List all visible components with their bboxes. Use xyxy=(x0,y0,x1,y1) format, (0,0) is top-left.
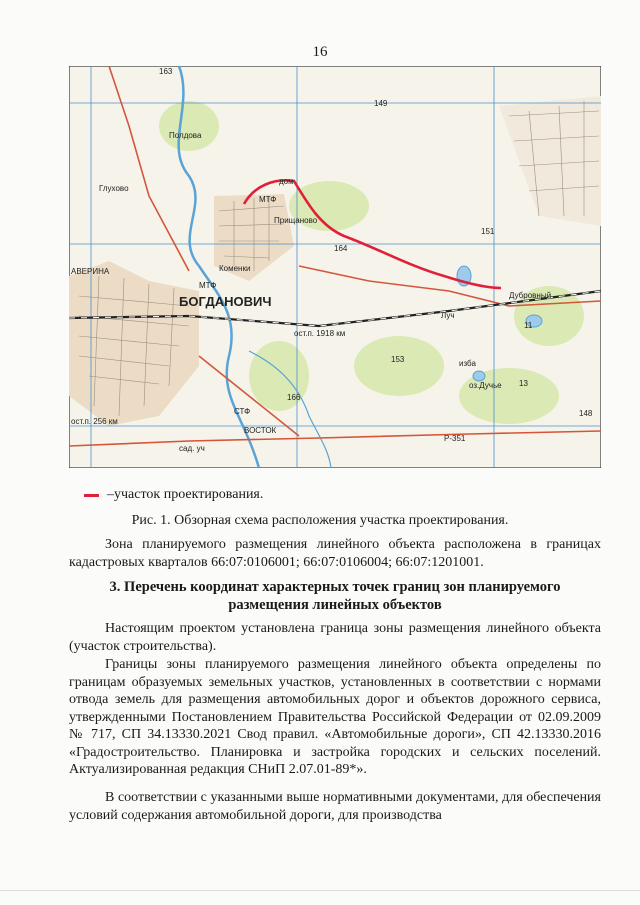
label-hill-148: 148 xyxy=(579,409,593,418)
label-dom: дом xyxy=(279,177,294,186)
label-grid-13: 13 xyxy=(519,379,528,388)
label-hill-149: 149 xyxy=(374,99,388,108)
label-komenki: Коменки xyxy=(219,264,251,273)
overview-map xyxy=(69,66,601,468)
label-hill-166: 166 xyxy=(287,393,301,402)
label-prishchanovo: Прищаново xyxy=(274,216,318,225)
legend-text: –участок проектирования. xyxy=(107,487,264,502)
label-izba: изба xyxy=(459,359,476,368)
label-station-1918: ост.п. 1918 км xyxy=(294,329,346,338)
label-road-r351: Р-351 xyxy=(444,434,466,443)
label-hill-153: 153 xyxy=(391,355,405,364)
pond xyxy=(473,371,485,381)
section-heading: 3. Перечень координат характерных точек границ зон планируемого размещения линейных объектов xyxy=(109,579,561,613)
label-bogdanovich: БОГДАНОВИЧ xyxy=(179,294,272,309)
label-hill-164: 164 xyxy=(334,244,348,253)
paragraph-1: Настоящим проектом установлена граница зоны размещения линейного объекта (участок строительства). xyxy=(69,621,601,654)
label-lake: оз.Дучье xyxy=(469,381,502,390)
label-hill-163: 163 xyxy=(159,67,173,76)
label-mtf-1: МТФ xyxy=(259,195,277,204)
label-sad-uch: сад. уч xyxy=(179,444,205,453)
zone-paragraph: Зона планируемого размещения линейного объекта расположена в границах кадастровых кварталов 66:07:0106001; 66:07:0106004; 66:07:1201001. xyxy=(69,537,601,570)
label-hill-151: 151 xyxy=(481,227,495,236)
page-bottom-edge xyxy=(0,890,640,891)
label-mtf-2: МТФ xyxy=(199,281,217,290)
label-luch: Луч xyxy=(441,311,455,320)
meadow-patch xyxy=(159,101,219,151)
label-glukhovo: Глухово xyxy=(99,184,129,193)
label-stf: СТФ xyxy=(234,407,251,416)
figure-caption: Рис. 1. Обзорная схема расположения участка проектирования. xyxy=(131,513,509,528)
page-number: 16 xyxy=(312,44,328,60)
paragraph-2: Границы зоны планируемого размещения линейного объекта определены по границам образуемых земельных участков, установленных в соответствии с нормами отвода земель для размещения автомобильных дорог и объектов дорожного сервиса, утвержденными Постановлением Правительства Российской Федерации от 02.09.2009 № 717, СП 34.13330.2021 Свод правил. «Автомобильные дороги», СП 42.13330.2016 «Градостроительство. Планировка и застройка городских и сельских поселений. Актуализированная редакция СНиП 2.07.01-89*». xyxy=(69,657,601,777)
meadow-patch xyxy=(354,336,444,396)
legend xyxy=(84,487,263,503)
legend-route-swatch xyxy=(84,494,99,497)
label-poldova: Полдова xyxy=(169,131,202,140)
label-grid-11: 11 xyxy=(524,321,533,330)
label-dubrovny: Дубровный xyxy=(509,291,552,300)
label-averina: АВЕРИНА xyxy=(71,267,110,276)
label-station-256: ост.п. 256 км xyxy=(71,417,118,426)
paragraph-3: В соответствии с указанными выше нормативными документами, для обеспечения условий содержания автомобильной дороги, для производства xyxy=(69,790,601,823)
label-vostok: ВОСТОК xyxy=(244,426,277,435)
